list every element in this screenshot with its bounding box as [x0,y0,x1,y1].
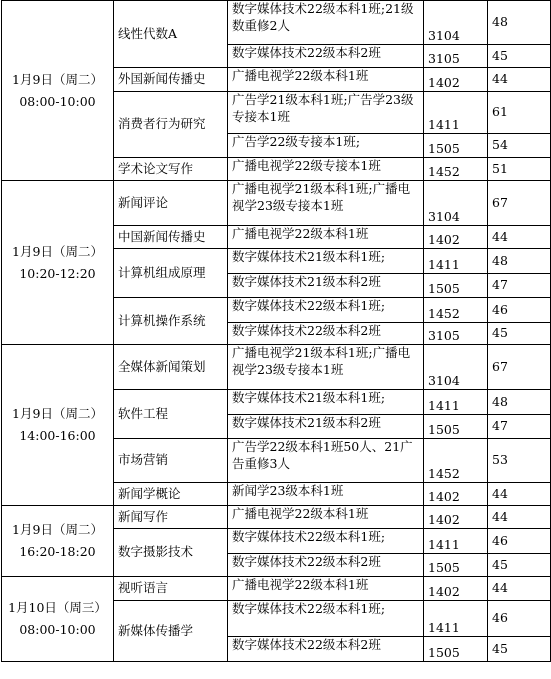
room-number: 1452 [424,439,488,483]
table-row [2,181,551,226]
room-number: 1505 [424,554,488,577]
session-time: 16:20-18:20 [19,544,96,559]
class-group: 广播电视学22级专接本1班 [228,158,424,181]
student-count: 44 [488,68,551,92]
student-count: 47 [488,274,551,298]
table-row [2,577,551,601]
course-name: 视听语言 [114,577,228,601]
session-time-cell [2,181,114,345]
class-group: 广播电视学22级本科1班 [228,577,424,601]
course-name: 新闻写作 [114,506,228,529]
room-number: 3105 [424,323,488,345]
class-group: 数字媒体技术22级本科2班 [228,45,424,68]
room-number: 1505 [424,274,488,298]
room-number: 1452 [424,298,488,323]
course-name: 计算机操作系统 [114,298,228,345]
session-time-cell [2,345,114,506]
course-name: 消费者行为研究 [114,92,228,158]
student-count: 46 [488,529,551,554]
room-number: 1505 [424,134,488,158]
student-count: 67 [488,181,551,226]
session-date: 1月9日（周二） [12,243,103,259]
course-name: 新媒体传播学 [114,601,228,662]
class-group: 广播电视学22级本科1班 [228,68,424,92]
student-count: 46 [488,601,551,637]
student-count: 45 [488,637,551,662]
room-number: 1505 [424,637,488,662]
class-group: 广播电视学22级本科1班 [228,506,424,529]
room-number: 1411 [424,92,488,134]
table-row [2,345,551,390]
student-count: 46 [488,298,551,323]
class-group: 数字媒体技术22级本科2班 [228,554,424,577]
class-group: 数字媒体技术22级本科2班 [228,323,424,345]
session-time: 14:00-16:00 [19,428,96,443]
table-row [2,506,551,529]
class-group: 广播电视学22级本科1班 [228,226,424,249]
room-number: 1402 [424,506,488,529]
room-number: 1402 [424,483,488,506]
room-number: 3104 [424,345,488,390]
student-count: 54 [488,134,551,158]
class-group: 广播电视学21级本科1班;广播电视学23级专接本1班 [228,181,424,226]
student-count: 61 [488,92,551,134]
session-time-cell [2,506,114,577]
course-name: 学术论文写作 [114,158,228,181]
room-number: 1452 [424,158,488,181]
course-name: 全媒体新闻策划 [114,345,228,390]
session-time-cell [2,577,114,662]
room-number: 1402 [424,226,488,249]
student-count: 48 [488,249,551,274]
course-name: 线性代数A [114,1,228,68]
class-group: 数字媒体技术21级本科2班 [228,415,424,439]
course-name: 新闻学概论 [114,483,228,506]
student-count: 45 [488,45,551,68]
course-name: 市场营销 [114,439,228,483]
student-count: 44 [488,577,551,601]
course-name: 计算机组成原理 [114,249,228,298]
class-group: 数字媒体技术22级本科1班; [228,601,424,637]
room-number: 3104 [424,181,488,226]
class-group: 数字媒体技术21级本科2班 [228,274,424,298]
student-count: 44 [488,483,551,506]
class-group: 广告学22级专接本1班; [228,134,424,158]
session-date: 1月9日（周二） [12,71,103,87]
session-date: 1月9日（周二） [12,406,103,422]
student-count: 45 [488,554,551,577]
student-count: 51 [488,158,551,181]
exam-schedule-table [1,0,551,662]
class-group: 广告学21级本科1班;广告学23级专接本1班 [228,92,424,134]
session-time: 10:20-12:20 [19,265,96,281]
course-name: 外国新闻传播史 [114,68,228,92]
course-name: 中国新闻传播史 [114,226,228,249]
room-number: 3104 [424,1,488,45]
room-number: 1411 [424,601,488,637]
student-count: 44 [488,226,551,249]
room-number: 1411 [424,390,488,415]
session-date: 1月10日（周三） [8,600,107,616]
student-count: 44 [488,506,551,529]
session-time: 08:00-10:00 [19,93,96,109]
course-name: 新闻评论 [114,181,228,226]
room-number: 1402 [424,577,488,601]
student-count: 48 [488,390,551,415]
session-time: 08:00-10:00 [19,622,96,637]
room-number: 1402 [424,68,488,92]
class-group: 新闻学23级本科1班 [228,483,424,506]
class-group: 数字媒体技术21级本科1班; [228,390,424,415]
room-number: 1411 [424,249,488,274]
room-number: 1411 [424,529,488,554]
student-count: 45 [488,323,551,345]
class-group: 数字媒体技术22级本科1班; [228,529,424,554]
session-date: 1月9日（周二） [12,522,103,538]
session-time-cell [2,1,114,181]
class-group: 广告学22级本科1班50人、21广告重修3人 [228,439,424,483]
class-group: 数字媒体技术21级本科1班; [228,249,424,274]
class-group: 数字媒体技术22级本科2班 [228,637,424,662]
student-count: 48 [488,1,551,45]
room-number: 3105 [424,45,488,68]
student-count: 67 [488,345,551,390]
class-group: 广播电视学21级本科1班;广播电视学23级专接本1班 [228,345,424,390]
table-row [2,1,551,45]
room-number: 1505 [424,415,488,439]
student-count: 47 [488,415,551,439]
student-count: 53 [488,439,551,483]
course-name: 软件工程 [114,390,228,439]
class-group: 数字媒体技术22级本科1班;21级数重修2人 [228,1,424,45]
course-name: 数字摄影技术 [114,529,228,577]
class-group: 数字媒体技术22级本科1班; [228,298,424,323]
